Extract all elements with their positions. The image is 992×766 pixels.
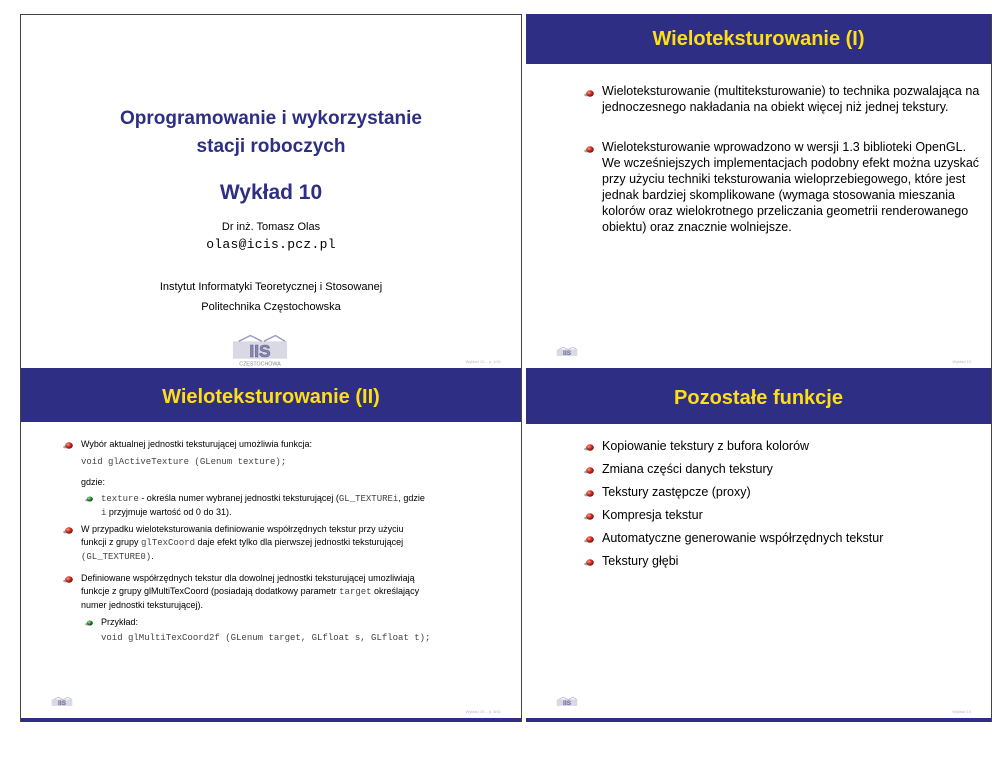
logo-caption: CZĘSTOCHOWA: [239, 361, 281, 368]
code-inline: (GL_TEXTURE0): [81, 552, 152, 562]
ball-bullet-icon: [584, 536, 594, 543]
bottom-bar: [526, 718, 991, 722]
ball-bullet-icon: [85, 496, 93, 502]
list-item-label: Tekstury zastępcze (proxy): [602, 485, 751, 499]
icis-logo-icon: [51, 696, 73, 710]
bullet-text: Wybór aktualnej jednostki teksturującej umożliwia funkcja:: [81, 439, 313, 449]
icis-logo-icon: [556, 696, 578, 710]
bottom-bar: [21, 718, 521, 722]
text-inline: , gdzie: [398, 493, 425, 503]
title-line-1: Oprogramowanie i wykorzystanie: [120, 108, 422, 129]
example-label: Przykład:: [101, 617, 139, 627]
ball-bullet-icon: [584, 467, 594, 474]
page-number: Wykład 10: [952, 709, 971, 714]
icis-logo-icon: [231, 333, 289, 369]
ball-bullet-icon: [584, 146, 594, 153]
slide-other-functions: [526, 372, 992, 722]
university-name: Politechnika Częstochowska: [201, 301, 341, 313]
slide-header: Wieloteksturowanie (I): [526, 14, 991, 64]
ball-bullet-icon: [584, 444, 594, 451]
code-line: void glActiveTexture (GLenum texture);: [81, 457, 287, 467]
bullet-text: Wieloteksturowanie wprowadzono w wersji 1.3 biblioteki OpenGL. We wcześniejszych implementacjach podobny efekt można uzyskać przy użyciu techniki teksturowania wieloprzebiegowego, które jest jednak bardziej skomplikowane (wymaga stosowania mieszania kolorów oraz wielokrotnego przeliczania geometrii renderowanego obiektu) oraz znacznie wolniejsze.: [602, 140, 980, 234]
bullet-text: [81, 572, 511, 612]
slide-multitexturing-1: [526, 14, 992, 372]
code-inline: texture: [101, 494, 139, 504]
bullet-text: Wieloteksturowanie (multiteksturowanie) to technika pozwalająca na jednoczesnego nakładania na obiekt więcej niż jednej tekstury.: [602, 84, 980, 114]
sub-bullet-text: [101, 492, 511, 520]
ball-bullet-icon: [584, 90, 594, 97]
where-label: gdzie:: [81, 477, 106, 487]
code-inline: i: [101, 508, 107, 518]
icis-logo-icon: [556, 346, 578, 360]
slide-header: Pozostałe funkcje: [526, 372, 991, 424]
list-item-label: Zmiana części danych tekstury: [602, 462, 773, 476]
ball-bullet-icon: [63, 442, 73, 449]
text-inline: funkcje z grupy glMultiTexCoord (posiadają dodatkowy parametr: [81, 586, 340, 596]
institute-name: Instytut Informatyki Teoretycznej i Stosowanej: [159, 281, 383, 293]
text-inline: daje efekt tylko dla pierwszej jednostki teksturującej: [195, 537, 404, 547]
ball-bullet-icon: [63, 576, 73, 583]
ball-bullet-icon: [584, 513, 594, 520]
list-item-label: Tekstury głębi: [602, 554, 679, 568]
code-line: void glMultiTexCoord2f (GLenum target, GLfloat s, GLfloat t);: [101, 633, 431, 643]
page-number: Wykład 10: [952, 359, 971, 364]
ball-bullet-icon: [584, 559, 594, 566]
slide-title: [20, 14, 522, 372]
slide-header: Wieloteksturowanie (II): [21, 372, 521, 422]
code-inline: target: [339, 587, 372, 597]
text-inline: Definiowane współrzędnych tekstur dla dowolnej jednostki teksturującej umozliwiają: [81, 573, 415, 583]
text-inline: przyjmuje wartość od 0 do 31).: [106, 507, 232, 517]
ball-bullet-icon: [584, 490, 594, 497]
author-name: Dr inż. Tomasz Olas: [221, 221, 321, 233]
presentation-title: [21, 105, 521, 161]
text-inline: - określa numer wybranej jednostki teksturującej (: [138, 493, 339, 503]
slide-multitexturing-2: [20, 372, 522, 722]
text-inline: numer jednostki teksturującej).: [81, 600, 204, 610]
author-email: olas@icis.pcz.pl: [206, 237, 336, 252]
code-inline: glTexCoord: [141, 538, 196, 548]
ball-bullet-icon: [85, 620, 93, 626]
list-item-label: Kopiowanie tekstury z bufora kolorów: [602, 439, 810, 453]
title-line-2: stacji roboczych: [196, 136, 346, 157]
lecture-number: Wykład 10: [219, 181, 323, 204]
list-item-label: Kompresja tekstur: [602, 508, 703, 522]
text-inline: funkcji z grupy: [81, 537, 142, 547]
bullet-text: [81, 523, 511, 564]
page-number: Wykład 10 – p. 1/41: [465, 359, 501, 364]
list-item-label: Automatyczne generowanie współrzędnych tekstur: [602, 531, 884, 545]
text-inline: określający: [371, 586, 420, 596]
ball-bullet-icon: [63, 527, 73, 534]
code-inline: GL_TEXTUREi: [338, 494, 399, 504]
text-inline: W przypadku wieloteksturowania definiowanie współrzędnych tekstur przy użyciu: [81, 524, 404, 534]
text-inline: .: [151, 551, 154, 561]
page-number: Wykład 10 – p. 3/41: [465, 709, 501, 714]
